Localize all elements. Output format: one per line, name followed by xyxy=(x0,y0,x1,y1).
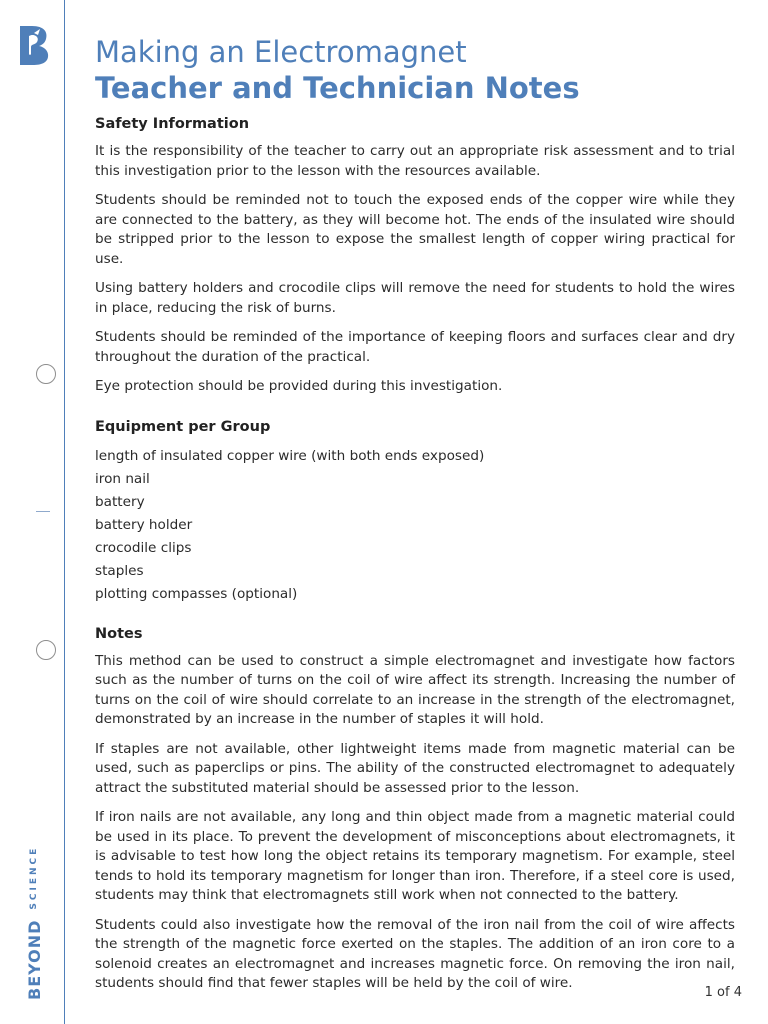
paragraph: Eye protection should be provided during this investigation. xyxy=(95,378,503,394)
paragraph: Students should be reminded of the importance of keeping floors and surfaces clear and dry throughout the duration of the practical. xyxy=(95,329,735,365)
binder-hole xyxy=(36,364,56,384)
paragraph: If iron nails are not available, any long and thin object made from a magnetic material could be used in its place. To prevent the development of misconceptions about electromagnets, it is advisable to test how long the object retains its temporary magnetism. For example, steel tends to hold its temporary magnetism for longer than iron. Therefore, if a steel core is used, students may think that electromagnets still work when not connected to the battery. xyxy=(95,809,735,903)
notes-section xyxy=(95,624,735,994)
margin-rule xyxy=(64,0,65,1024)
paragraph: If staples are not available, other lightweight items made from magnetic material can be used, such as paperclips or pins. The ability of the constructed electromagnet to adequately attract the substituted material should be assessed prior to the lesson. xyxy=(95,740,735,796)
equipment-list xyxy=(95,445,735,606)
equipment-heading: Equipment per Group xyxy=(95,418,271,435)
fold-mark xyxy=(36,511,50,512)
brand-word: BEYOND xyxy=(24,919,44,1000)
beyond-logo-icon xyxy=(16,24,50,66)
brand-sub: SCIENCE xyxy=(29,845,39,910)
notes-heading: Notes xyxy=(95,625,143,642)
paragraph: Students could also investigate how the removal of the iron nail from the coil of wire affects the strength of the magnetic force exerted on the staples. The addition of an iron core to a solenoid creates an electromagnet and increases magnetic force. On removing the iron nail, students should find that fewer staples will be held by the coil of wire. xyxy=(95,916,735,991)
paragraph: This method can be used to construct a simple electromagnet and investigate how factors such as the number of turns on the coil of wire affect its strength. Increasing the number of turns on the coil of wire should correlate to an increase in the strength of the electromagnet, demonstrated by an increase in the number of staples it will hold. xyxy=(95,652,735,727)
list-item: battery xyxy=(95,493,145,510)
page-subtitle: Teacher and Technician Notes xyxy=(95,71,580,105)
brand-wordmark xyxy=(14,820,54,1000)
list-item: battery holder xyxy=(95,516,193,533)
list-item: crocodile clips xyxy=(95,539,192,556)
paragraph: Using battery holders and crocodile clips will remove the need for students to hold the wires in place, reducing the risk of burns. xyxy=(95,280,735,316)
list-item: length of insulated copper wire (with both ends exposed) xyxy=(95,447,485,464)
page-title: Making an Electromagnet xyxy=(95,35,467,69)
paragraph: Students should be reminded not to touch the exposed ends of the copper wire while they are connected to the battery, as they will become hot. The ends of the insulated wire should be stripped prior to the lesson to expose the smallest length of copper wiring practical for use. xyxy=(95,192,735,267)
list-item: iron nail xyxy=(95,470,150,487)
document-content xyxy=(95,34,735,1004)
safety-section xyxy=(95,114,735,397)
page-number: 1 of 4 xyxy=(704,985,742,1000)
equipment-section xyxy=(95,417,735,606)
paragraph: It is the responsibility of the teacher to carry out an appropriate risk assessment and to trial this investigation prior to the lesson with the resources available. xyxy=(95,143,735,179)
safety-heading: Safety Information xyxy=(95,116,250,132)
binder-hole xyxy=(36,640,56,660)
list-item: plotting compasses (optional) xyxy=(95,585,298,602)
list-item: staples xyxy=(95,562,144,579)
